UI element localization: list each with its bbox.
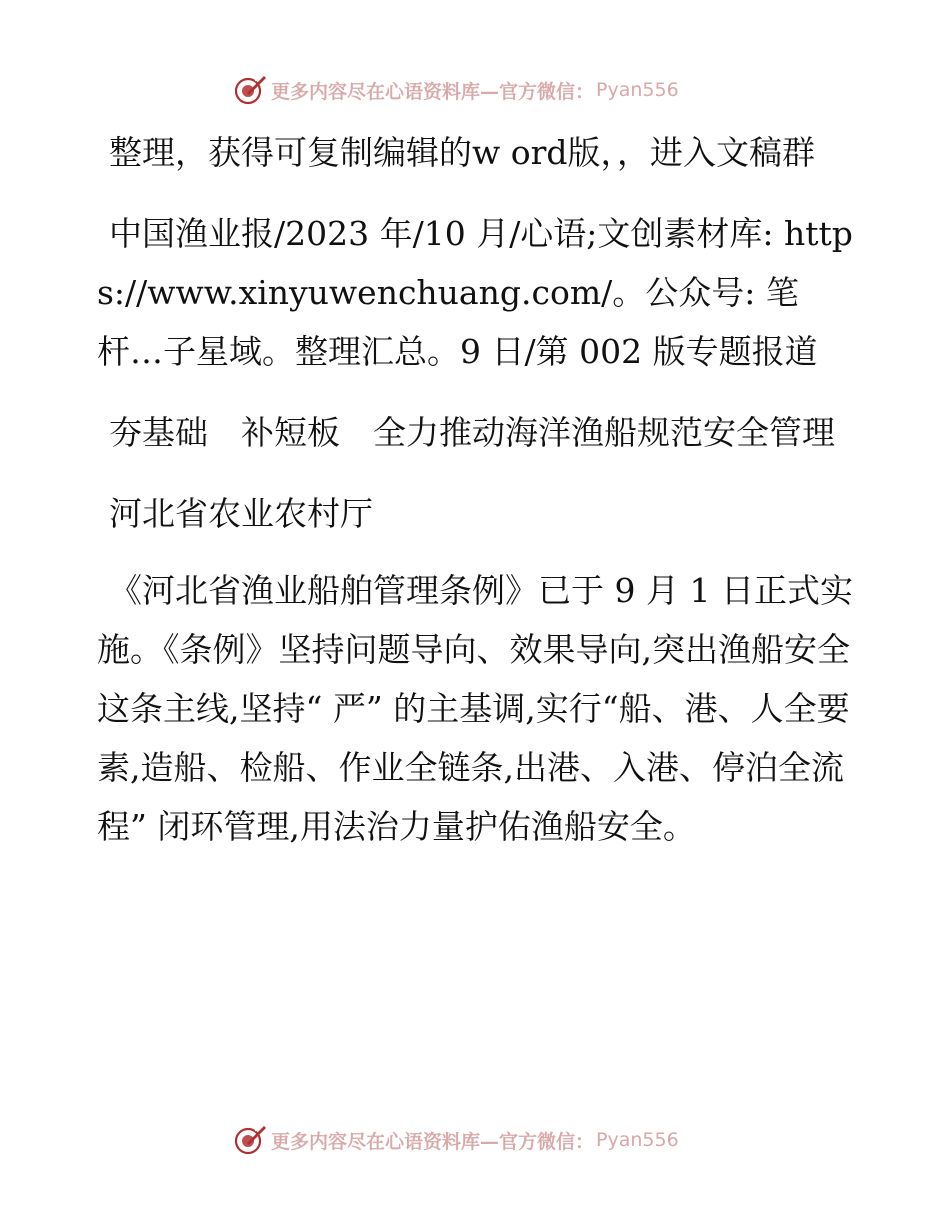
body-paragraph: 《河北省渔业船舶管理条例》已于 9 月 1 日正式实施。《条例》坚持问题导向、效果导向,突出渔船安全这条主线,坚持“ 严” 的主基调,实行“船、港、人全要素,造船、检船、作业全链条,出港、入港、停泊全流程” 闭环管理,用法治力量护佑渔船安全。 [97,571,853,846]
header-watermark [233,72,679,108]
source-line: 中国渔业报/2023 年/10 月/心语;文创素材库: https://www.xinyuwenchuang.com/。公众号: 笔杆…子星域。整理汇总。9 日/第 002 版专题报道 [97,214,853,371]
wechat-id: Pyan556 [596,1129,679,1151]
watermark-text: 更多内容尽在心语资料库—官方微信： [271,80,595,103]
watermark-text: 更多内容尽在心语资料库—官方微信： [271,1130,595,1153]
document-body [97,123,857,878]
quill-pen-logo-icon [233,1123,267,1157]
article-author: 河北省农业农村厅 [109,494,373,533]
article-title: 夯基础 补短板 全力推动海洋渔船规范安全管理 [109,413,835,452]
wechat-id: Pyan556 [596,79,679,101]
intro-note: 整理，获得可复制编辑的w ord版，，进入文稿群 [109,133,816,172]
footer-watermark [233,1122,679,1158]
quill-pen-logo-icon [233,73,267,107]
